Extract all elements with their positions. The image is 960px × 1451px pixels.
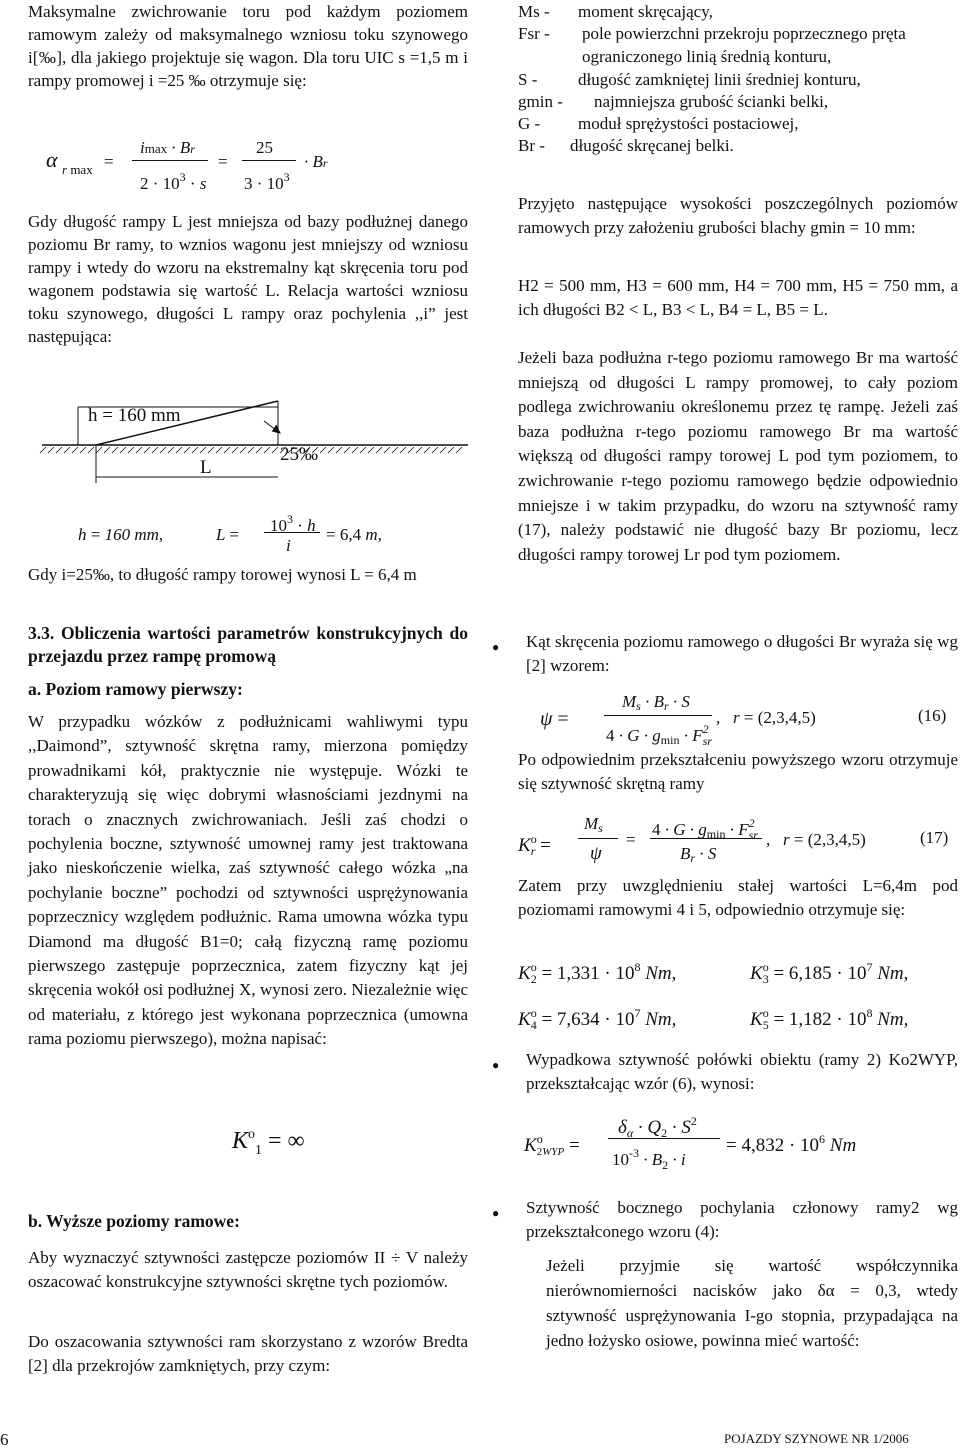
paragraph-L-result: Gdy i=25‰, to długość rampy torowej wynosi L = 6,4 m: [28, 565, 417, 584]
bullet-text-twist-angle: Kąt skręcenia poziomu ramowego o długości Br wyraża się wg [2] wzorem:: [526, 632, 958, 675]
paragraph-heights: Przyjęto następujące wysokości poszczególnych poziomów ramowych przy założeniu grubości blachy gmin = 10 mm:: [518, 194, 958, 237]
equation-K1: $K^o_1$ = ∞: [232, 1127, 305, 1158]
paragraph-unevenness: Jeżeli przyjmie się wartość współczynnika nierównomierności nacisków jako δα = 0,3, wtedy sztywność usprężynowania I-go stopnia, przypadająca na jedno łożysko osiowe, powinna mieć wartość:: [546, 1256, 958, 1350]
paragraph-result-values: Zatem przy uwzględnieniu stałej wartości L=6,4m pod poziomami ramowymi 4 i 5, odpowiednio otrzymuje się:: [518, 876, 958, 919]
equation-16-number: (16): [918, 706, 947, 725]
paragraph-higher-levels: Aby wyznaczyć sztywności zastępcze poziomów II ÷ V należy oszacować konstrukcyjne sztywności skrętne tych poziomów.: [28, 1248, 468, 1292]
bullet-text-resultant-stiffness: Wypadkowa sztywność połówki obiektu (ramy 2) Ko2WYP, przekształcając wzór (6), wynosi:: [526, 1050, 958, 1093]
page-number: 6: [0, 1430, 9, 1449]
bullet-3: ●: [492, 1206, 500, 1220]
equation-17: $K^o_r$ = $M_s$ ψ = $4 \cdot G \cdot g_{min} \cdot F^2_{sr}$ $B_r \cdot S$ , r = (2,3,4,5): [518, 814, 866, 865]
equation-alpha: α r max = imax · Br $2 \cdot 10^3 \cdot s$ = 25 $3 \cdot 10^3$ · Br: [46, 138, 328, 193]
journal-footer: POJAZDY SZYNOWE NR 1/2006: [724, 1431, 909, 1446]
equation-17-number: (17): [920, 828, 949, 847]
equation-L: h = 160 mm, L = $10^3 \cdot h$ i = 6,4 m,: [78, 512, 382, 555]
paragraph-base-length: Jeżeli baza podłużna r-tego poziomu ramowego Br ma wartość mniejszą od długości L rampy promowej, to cały poziom podlega zwichrowaniu określonemu przez tę rampę. Jeżeli zaś baza podłużna r-tego poziomu ramowego Br ma wartość większą od długości rampy torowej L pod tym poziomem, to zwichrowanie r-tego poziomu ramowego będzie odpowiednio mniejsze i w takim przypadku, do wzoru na sztywność ramy (17), należy podstawić nie długość bazy Br poziomu, lecz długości rampy torowej Lr pod tym poziomem.: [518, 348, 958, 564]
equation-K3-K4: $K^o_2 = 1,331 \cdot 10^8$ Nm, $K^o_3 = 6,185 \cdot 10^7$ Nm, $K^o_4 = 7,634 \cdot 10^7$ Nm, $K^o_5 = 1,182 \cdot 10^8$ Nm,: [518, 960, 909, 1032]
equation-16: ψ = $M_s \cdot B_r \cdot S$ $4 \cdot G \cdot g_{min} \cdot F^2_{sr}$ , r = (2,3,4,5): [540, 692, 816, 748]
figure-h-label: h = 160 mm: [88, 405, 181, 426]
paragraph-bredt: Do oszacowania sztywności ram skorzystano z wzorów Bredta [2] dla przekrojów zamkniętych, przy czym:: [28, 1332, 468, 1376]
section-b-heading: b. Wyższe poziomy ramowe:: [28, 1211, 240, 1231]
definition-row: G - moduł sprężystości postaciowej,: [518, 114, 799, 133]
bullet-1: ●: [492, 640, 500, 654]
bullet-2: ●: [492, 1058, 500, 1072]
equation-K2WYP: $K^o_{2WYP}$ = $\delta_\alpha \cdot Q_2 \cdot S^2$ $10^{-3} \cdot B_2 \cdot i$ = $4,832 \cdot 10^6$ Nm: [524, 1114, 857, 1172]
paragraph-transform: Po odpowiednim przekształceniu powyższego wzoru otrzymuje się sztywność skrętną ramy: [518, 750, 958, 793]
bullet-text-side-tilt: Sztywność bocznego pochylania członowy ramy2 wg przekształconego wzoru (4):: [526, 1198, 958, 1241]
section-3-3-heading: 3.3. Obliczenia wartości parametrów konstrukcyjnych do przejazdu przez rampę promową: [28, 623, 468, 666]
definition-row: Br - długość skręcanej belki.: [518, 136, 734, 155]
paragraph-intro: Maksymalne zwichrowanie toru pod każdym poziomem ramowym zależy od maksymalnego wzniosu toku szynowego i[‰], dla jakiego projektuje się wagon. Dla toru UIC s =1,5 m i rampy promowej i =25 ‰ otrzymuje się:: [28, 2, 468, 90]
definition-row: Fsr - pole powierzchni przekroju poprzecznego pręta ograniczonego linią średnią konturu,: [518, 24, 906, 66]
definition-row: gmin - najmniejsza grubość ścianki belki,: [518, 92, 829, 111]
paragraph-heights-values: H2 = 500 mm, H3 = 600 mm, H4 = 700 mm, H5 = 750 mm, a ich długości B2 < L, B3 < L, B4 = L, B5 = L.: [518, 276, 958, 319]
definition-row: S - długość zamkniętej linii średniej konturu,: [518, 70, 861, 89]
paragraph-rampa: Gdy długość rampy L jest mniejsza od bazy podłużnej danego poziomu Br ramy, to wznios wagonu jest mniejszy od wzniosu rampy i wtedy do wzoru na ekstremalny kąt skręcenia toru pod wagonem podstawia się wartość L. Relacja wartości wzniosu toku szynowego, długości L rampy oraz pochylenia ,,i” jest następująca:: [28, 212, 468, 346]
figure-L-label: L: [200, 457, 212, 478]
section-a-heading: a. Poziom ramowy pierwszy:: [28, 679, 243, 699]
figure-slope-label: 25‰: [280, 444, 318, 465]
paragraph-daimond: W przypadku wózków z podłużnicami wahliwymi typu ,,Daimond”, sztywność skrętna ramy, mierzona pomiędzy prowadnikami kół, praktycznie nie występuje. Wózki te charakteryzują się więc dobrymi własnościami jezdnymi na torach o znacznych zwichrowaniach. Jeśli zaś chodzi o pochylenia boczne, sztywność umownej ramy jest traktowana jako nieskończenie wielka, zaś sztywność całego wózka „na pochylanie boczne” pochodzi od sztywności usprężynowania poprzecznicy względem podłużnic. Rama umowna wózka typu Diamond ma długość B1=0; całą fizyczną ramę poziomu pierwszego zastępuje poprzecznica, zatem fizyczny kąt jej skręcenia wokół osi podłużnej X, wynosi zero. Niezależnie więc od materiału, z którego jest wykonana poprzecznica (umowna rama poziomu pierwszego), można napisać:: [28, 712, 468, 1049]
definitions-list: [518, 0, 958, 156]
definition-row: Ms - moment skręcający,: [518, 2, 713, 21]
